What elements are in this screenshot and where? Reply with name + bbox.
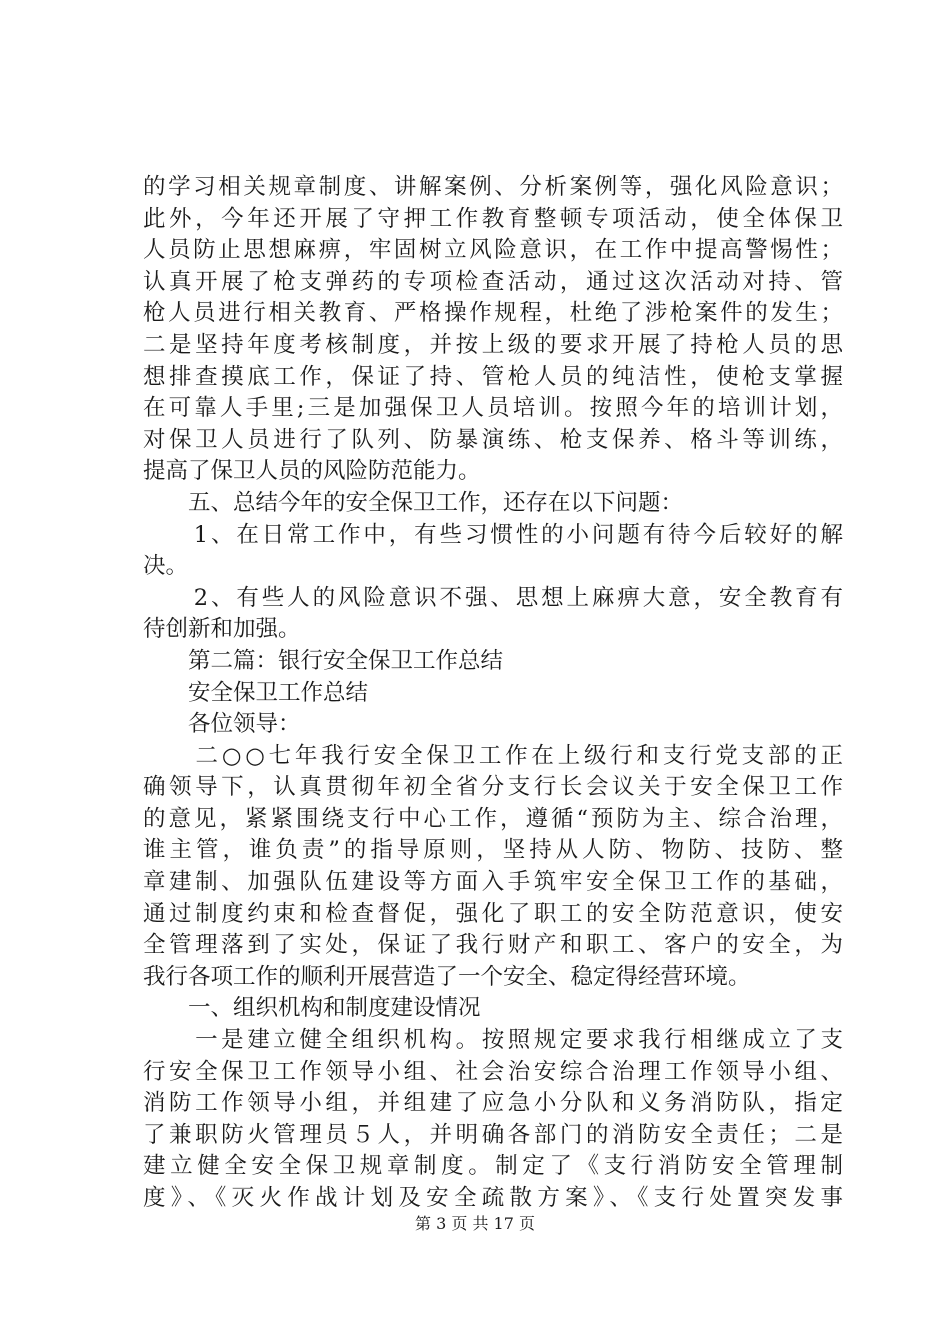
- text-line: 通过制度约束和检查督促，强化了职工的安全防范意识，使安: [143, 900, 843, 927]
- text-line: 的意见，紧紧围绕支行中心工作，遵循“预防为主、综合治理，: [143, 805, 843, 832]
- text-line: 谁主管，谁负责”的指导原则，坚持从人防、物防、技防、整: [143, 837, 843, 864]
- text-line: 待创新和加强。: [143, 616, 301, 643]
- document-body: [143, 172, 843, 1215]
- text-line: 一、组织机构和制度建设情况: [143, 995, 481, 1022]
- text-line: 确领导下，认真贯彻年初全省分支行长会议关于安全保卫工作: [143, 774, 843, 801]
- page-number-label: 第 3 页 共 17 页: [415, 1214, 535, 1233]
- text-line: 想排查摸底工作，保证了持、管枪人员的纯洁性，使枪支掌握: [143, 363, 843, 390]
- text-line: 2、有些人的风险意识不强、思想上麻痹大意，安全教育有: [143, 584, 843, 611]
- page-footer: [0, 1214, 950, 1234]
- text-line: 全管理落到了实处，保证了我行财产和职工、客户的安全，为: [143, 932, 843, 959]
- text-line: 五、总结今年的安全保卫工作，还存在以下问题：: [143, 489, 684, 516]
- text-line: 消防工作领导小组，并组建了应急小分队和义务消防队，指定: [143, 1090, 843, 1117]
- text-line: 一是建立健全组织机构。按照规定要求我行相继成立了支: [143, 1027, 843, 1054]
- text-line: 的学习相关规章制度、讲解案例、分析案例等，强化风险意识；: [143, 174, 843, 200]
- text-line: 章建制、加强队伍建设等方面入手筑牢安全保卫工作的基础，: [143, 869, 843, 896]
- text-line: 人员防止思想麻痹，牢固树立风险意识，在工作中提高警惕性；: [143, 237, 843, 264]
- text-line: 决。: [143, 553, 189, 580]
- text-line: 枪人员进行相关教育、严格操作规程，杜绝了涉枪案件的发生；: [143, 300, 843, 327]
- text-line: 行安全保卫工作领导小组、社会治安综合治理工作领导小组、: [143, 1058, 843, 1085]
- text-line: 建立健全安全保卫规章制度。制定了《支行消防安全管理制: [143, 1153, 843, 1180]
- text-line: 在可靠人手里;三是加强保卫人员培训。按照今年的培训计划，: [143, 395, 843, 422]
- text-line: 安全保卫工作总结: [143, 679, 369, 706]
- text-line: 此外，今年还开展了守押工作教育整顿专项活动，使全体保卫: [143, 205, 843, 232]
- text-line: 了兼职防火管理员５人，并明确各部门的消防安全责任；二是: [143, 1121, 843, 1148]
- text-line: 二是坚持年度考核制度，并按上级的要求开展了持枪人员的思: [143, 331, 843, 358]
- text-line: 1、在日常工作中，有些习惯性的小问题有待今后较好的解: [143, 521, 843, 548]
- text-line: 认真开展了枪支弹药的专项检查活动，通过这次活动对持、管: [143, 268, 843, 295]
- text-line: 我行各项工作的顺利开展营造了一个安全、稳定得经营环境。: [143, 963, 751, 990]
- text-line: 二○○七年我行安全保卫工作在上级行和支行党支部的正: [143, 742, 843, 769]
- text-line: 第二篇：银行安全保卫工作总结: [143, 647, 504, 674]
- text-line: 度》、《灭火作战计划及安全疏散方案》、《支行处置突发事: [143, 1185, 843, 1211]
- text-line: 对保卫人员进行了队列、防暴演练、枪支保养、格斗等训练，: [143, 426, 843, 453]
- text-line: 各位领导：: [143, 711, 301, 738]
- text-line: 提高了保卫人员的风险防范能力。: [143, 458, 481, 485]
